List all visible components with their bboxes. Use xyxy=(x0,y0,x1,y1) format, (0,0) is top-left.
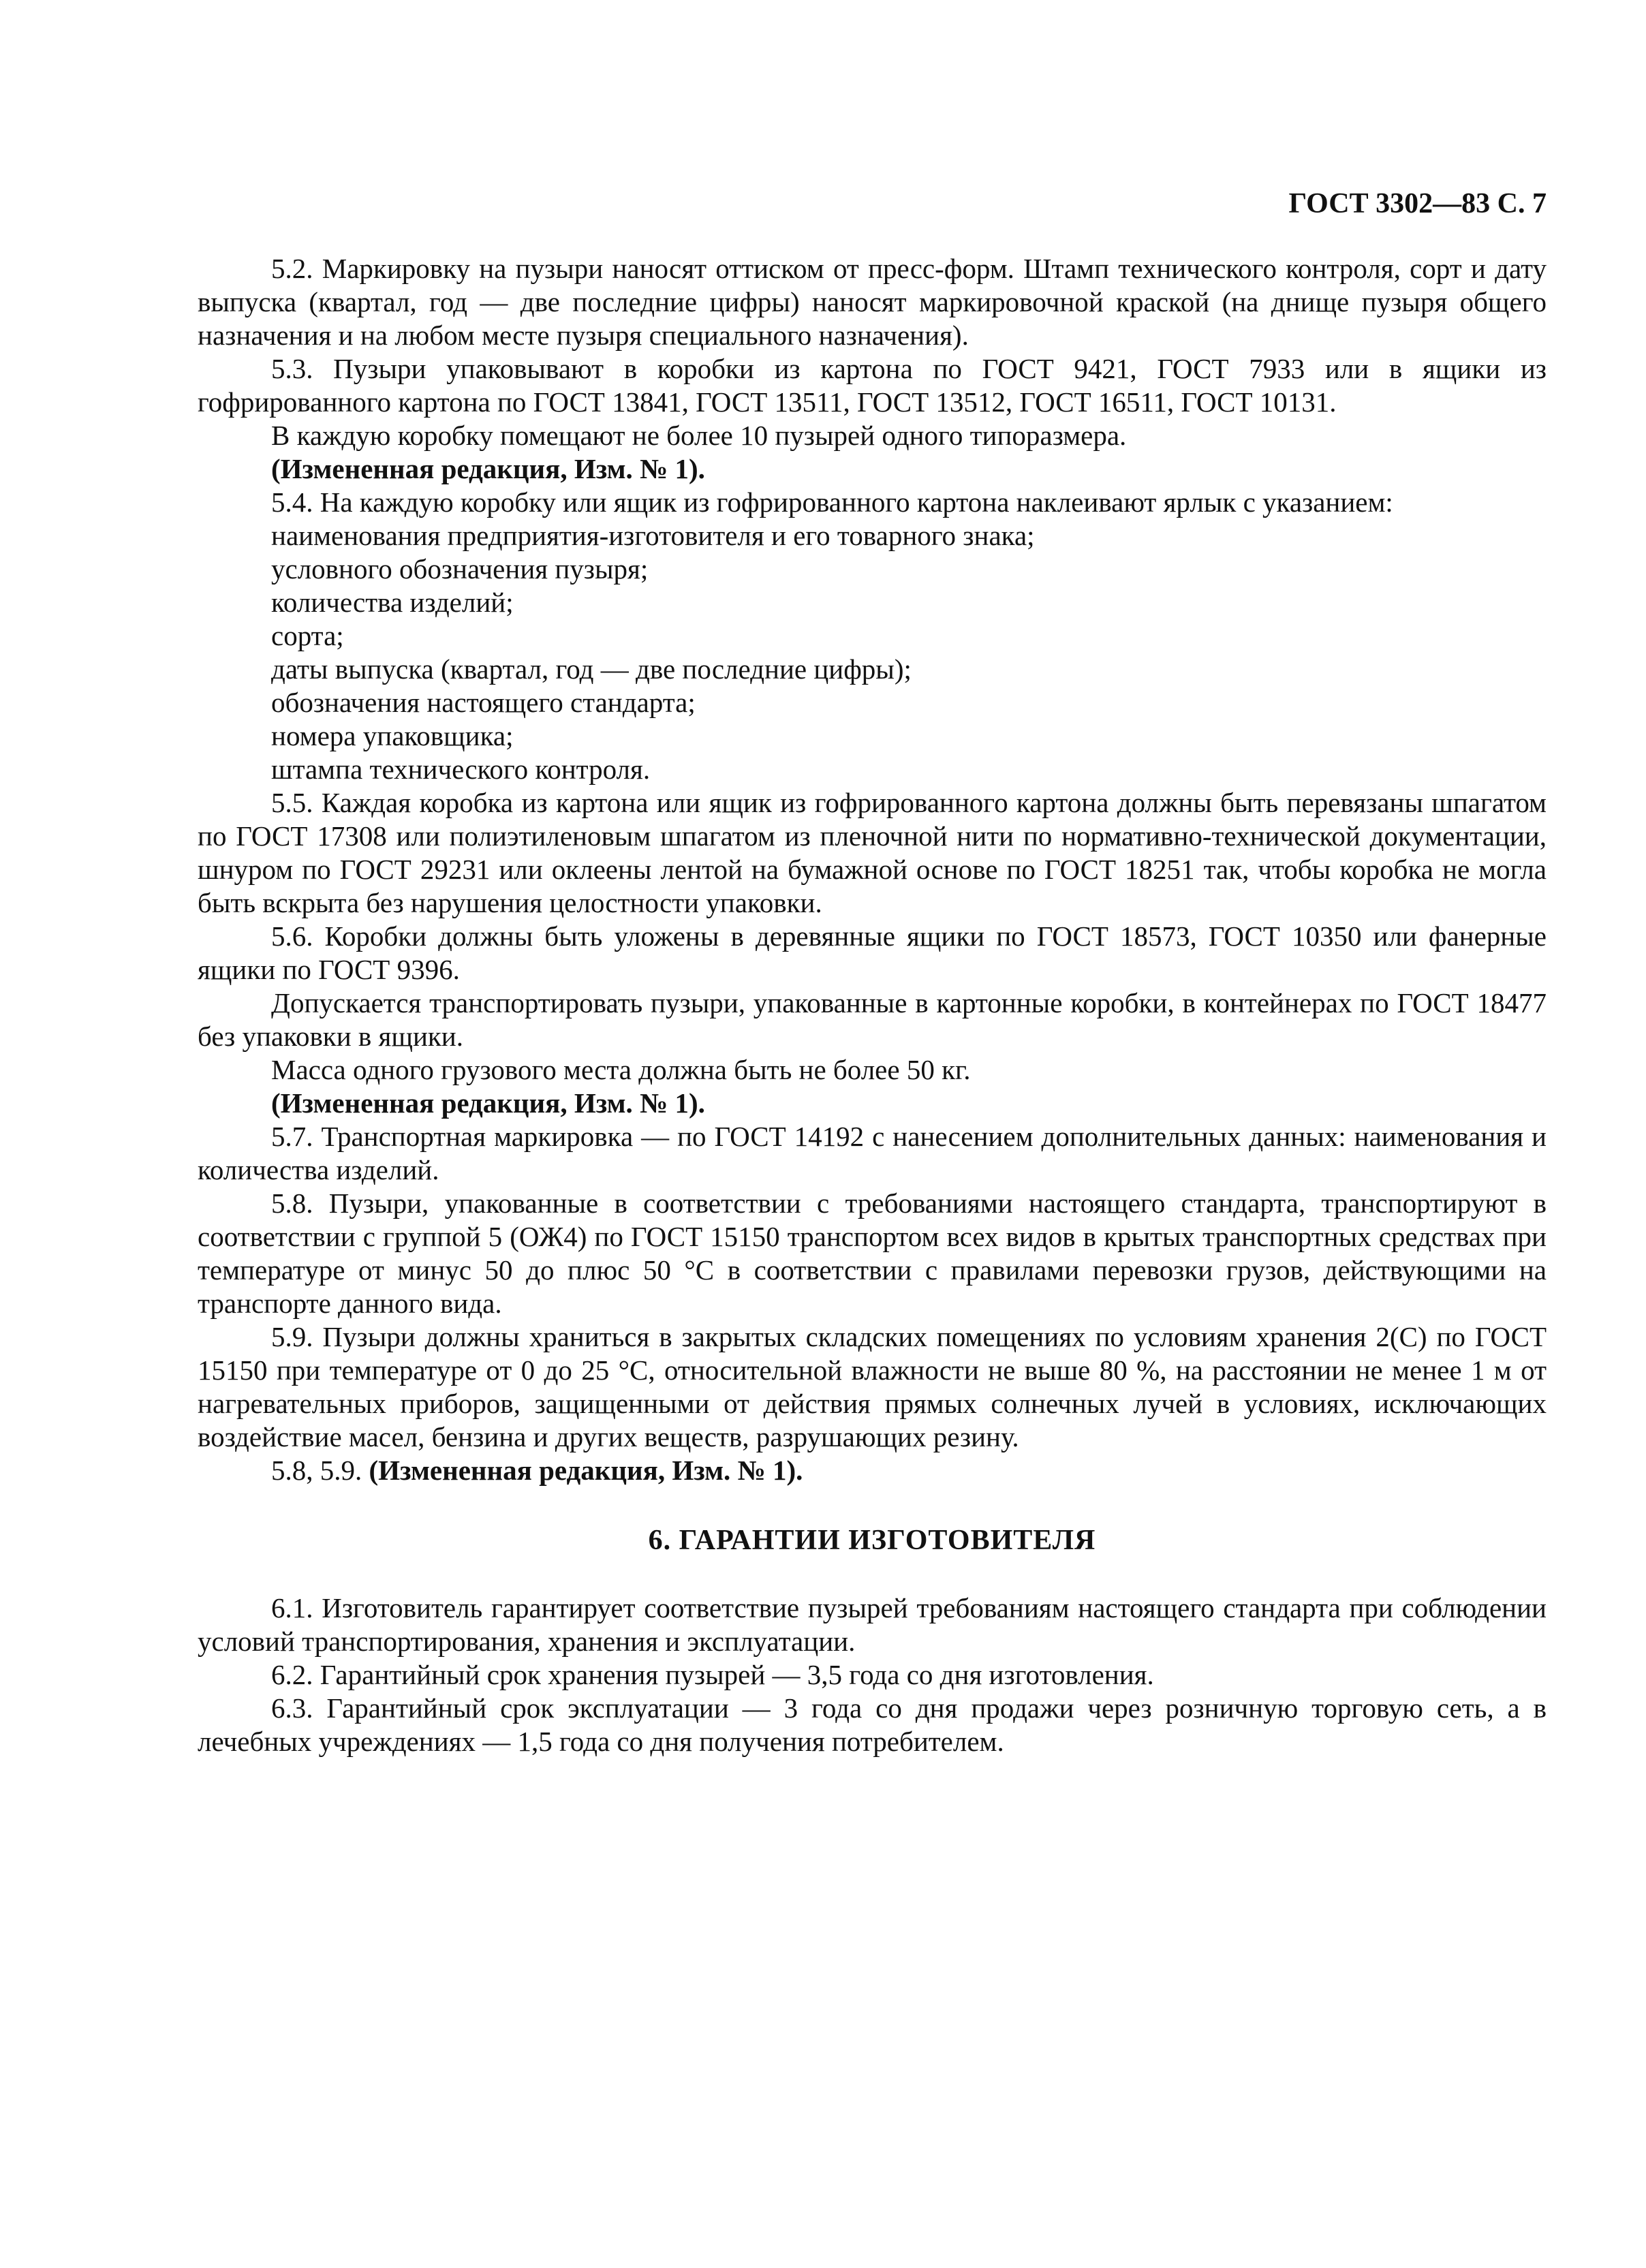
paragraph-5-6-note: Допускается транспортировать пузыри, упакованные в картонные коробки, в контейнерах по ГОСТ 18477 без упаковки в ящики. xyxy=(198,987,1547,1052)
paragraph-5-3: 5.3. Пузыри упаковывают в коробки из картона по ГОСТ 9421, ГОСТ 7933 или в ящики из гофрированного картона по ГОСТ 13841, ГОСТ 13511, ГОСТ 13512, ГОСТ 16511, ГОСТ 10131. xyxy=(198,353,1547,418)
paragraph-5-9: 5.9. Пузыри должны храниться в закрытых складских помещениях по условиям хранения 2(С) по ГОСТ 15150 при температуре от 0 до 25 °С, относительной влажности не выше 80 %, на расстоянии не менее 1 м от нагревательных приборов, защищенными от действия прямых солнечных лучей в условиях, исключающих воздействие масел, бензина и других веществ, разрушающих резину. xyxy=(198,1321,1547,1453)
list-item: обозначения настоящего стандарта; xyxy=(271,687,696,718)
list-item: условного обозначения пузыря; xyxy=(271,553,649,585)
amendment-note: (Измененная редакция, Изм. № 1). xyxy=(271,1087,705,1119)
paragraph-5-5: 5.5. Каждая коробка из картона или ящик из гофрированного картона должны быть перевязаны шпагатом по ГОСТ 17308 или полиэтиленовым шпагатом из пленочной нити по нормативно-технической документации, шнуром по ГОСТ 29231 или оклеены лентой на бумажной основе по ГОСТ 18251 так, чтобы коробка не могла быть вскрыта без нарушения целостности упаковки. xyxy=(198,787,1547,918)
section-title: 6. ГАРАНТИИ ИЗГОТОВИТЕЛЯ xyxy=(648,1525,1096,1556)
list-item: количества изделий; xyxy=(271,587,514,618)
paragraph-5-8: 5.8. Пузыри, упакованные в соответствии с требованиями настоящего стандарта, транспортируют в соответствии с группой 5 (ОЖ4) по ГОСТ 15150 транспортом всех видов в крытых транспортных средствах при температуре от минус 50 до плюс 50 °С в соответствии с правилами перевозки грузов, действующими на транспорте данного вида. xyxy=(198,1187,1547,1319)
paragraph-5-4: 5.4. На каждую коробку или ящик из гофрированного картона наклеивают ярлык с указанием: xyxy=(271,486,1393,518)
list-item: штампа технического контроля. xyxy=(271,754,651,785)
paragraph-6-2: 6.2. Гарантийный срок хранения пузырей — 3,5 года со дня изготовления. xyxy=(271,1659,1154,1690)
amendment-note: (Измененная редакция, Изм. № 1). xyxy=(369,1455,803,1486)
list-item: даты выпуска (квартал, год — две последние цифры); xyxy=(271,653,912,685)
paragraph-6-1: 6.1. Изготовитель гарантирует соответствие пузырей требованиям настоящего стандарта при соблюдении условий транспортирования, хранения и эксплуатации. xyxy=(198,1592,1547,1657)
paragraph-6-3: 6.3. Гарантийный срок эксплуатации — 3 года со дня продажи через розничную торговую сеть, а в лечебных учреждениях — 1,5 года со дня получения потребителем. xyxy=(198,1692,1547,1757)
list-item: номера упаковщика; xyxy=(271,720,514,751)
amendment-line xyxy=(198,1454,1547,1487)
paragraph-5-7: 5.7. Транспортная маркировка — по ГОСТ 14192 с нанесением дополнительных данных: наименования и количества изделий. xyxy=(198,1121,1547,1185)
amendment-prefix: 5.8, 5.9. xyxy=(271,1455,362,1486)
page-header: ГОСТ 3302—83 С. 7 xyxy=(1288,188,1547,219)
paragraph-5-2: 5.2. Маркировку на пузыри наносят оттиском от пресс-форм. Штамп технического контроля, сорт и дату выпуска (квартал, год — две последние цифры) наносят маркировочной краской (на днище пузыря общего назначения и на любом месте пузыря специального назначения). xyxy=(198,253,1547,351)
list-item: сорта; xyxy=(271,620,344,651)
paragraph-5-3-note: В каждую коробку помещают не более 10 пузырей одного типоразмера. xyxy=(271,420,1127,451)
amendment-note: (Измененная редакция, Изм. № 1). xyxy=(271,453,705,484)
paragraph-5-6-mass: Масса одного грузового места должна быть не более 50 кг. xyxy=(271,1054,971,1085)
document-body xyxy=(198,252,1547,1758)
list-item: наименования предприятия-изготовителя и его товарного знака; xyxy=(271,520,1035,551)
paragraph-5-6: 5.6. Коробки должны быть уложены в деревянные ящики по ГОСТ 18573, ГОСТ 10350 или фанерные ящики по ГОСТ 9396. xyxy=(198,920,1547,985)
